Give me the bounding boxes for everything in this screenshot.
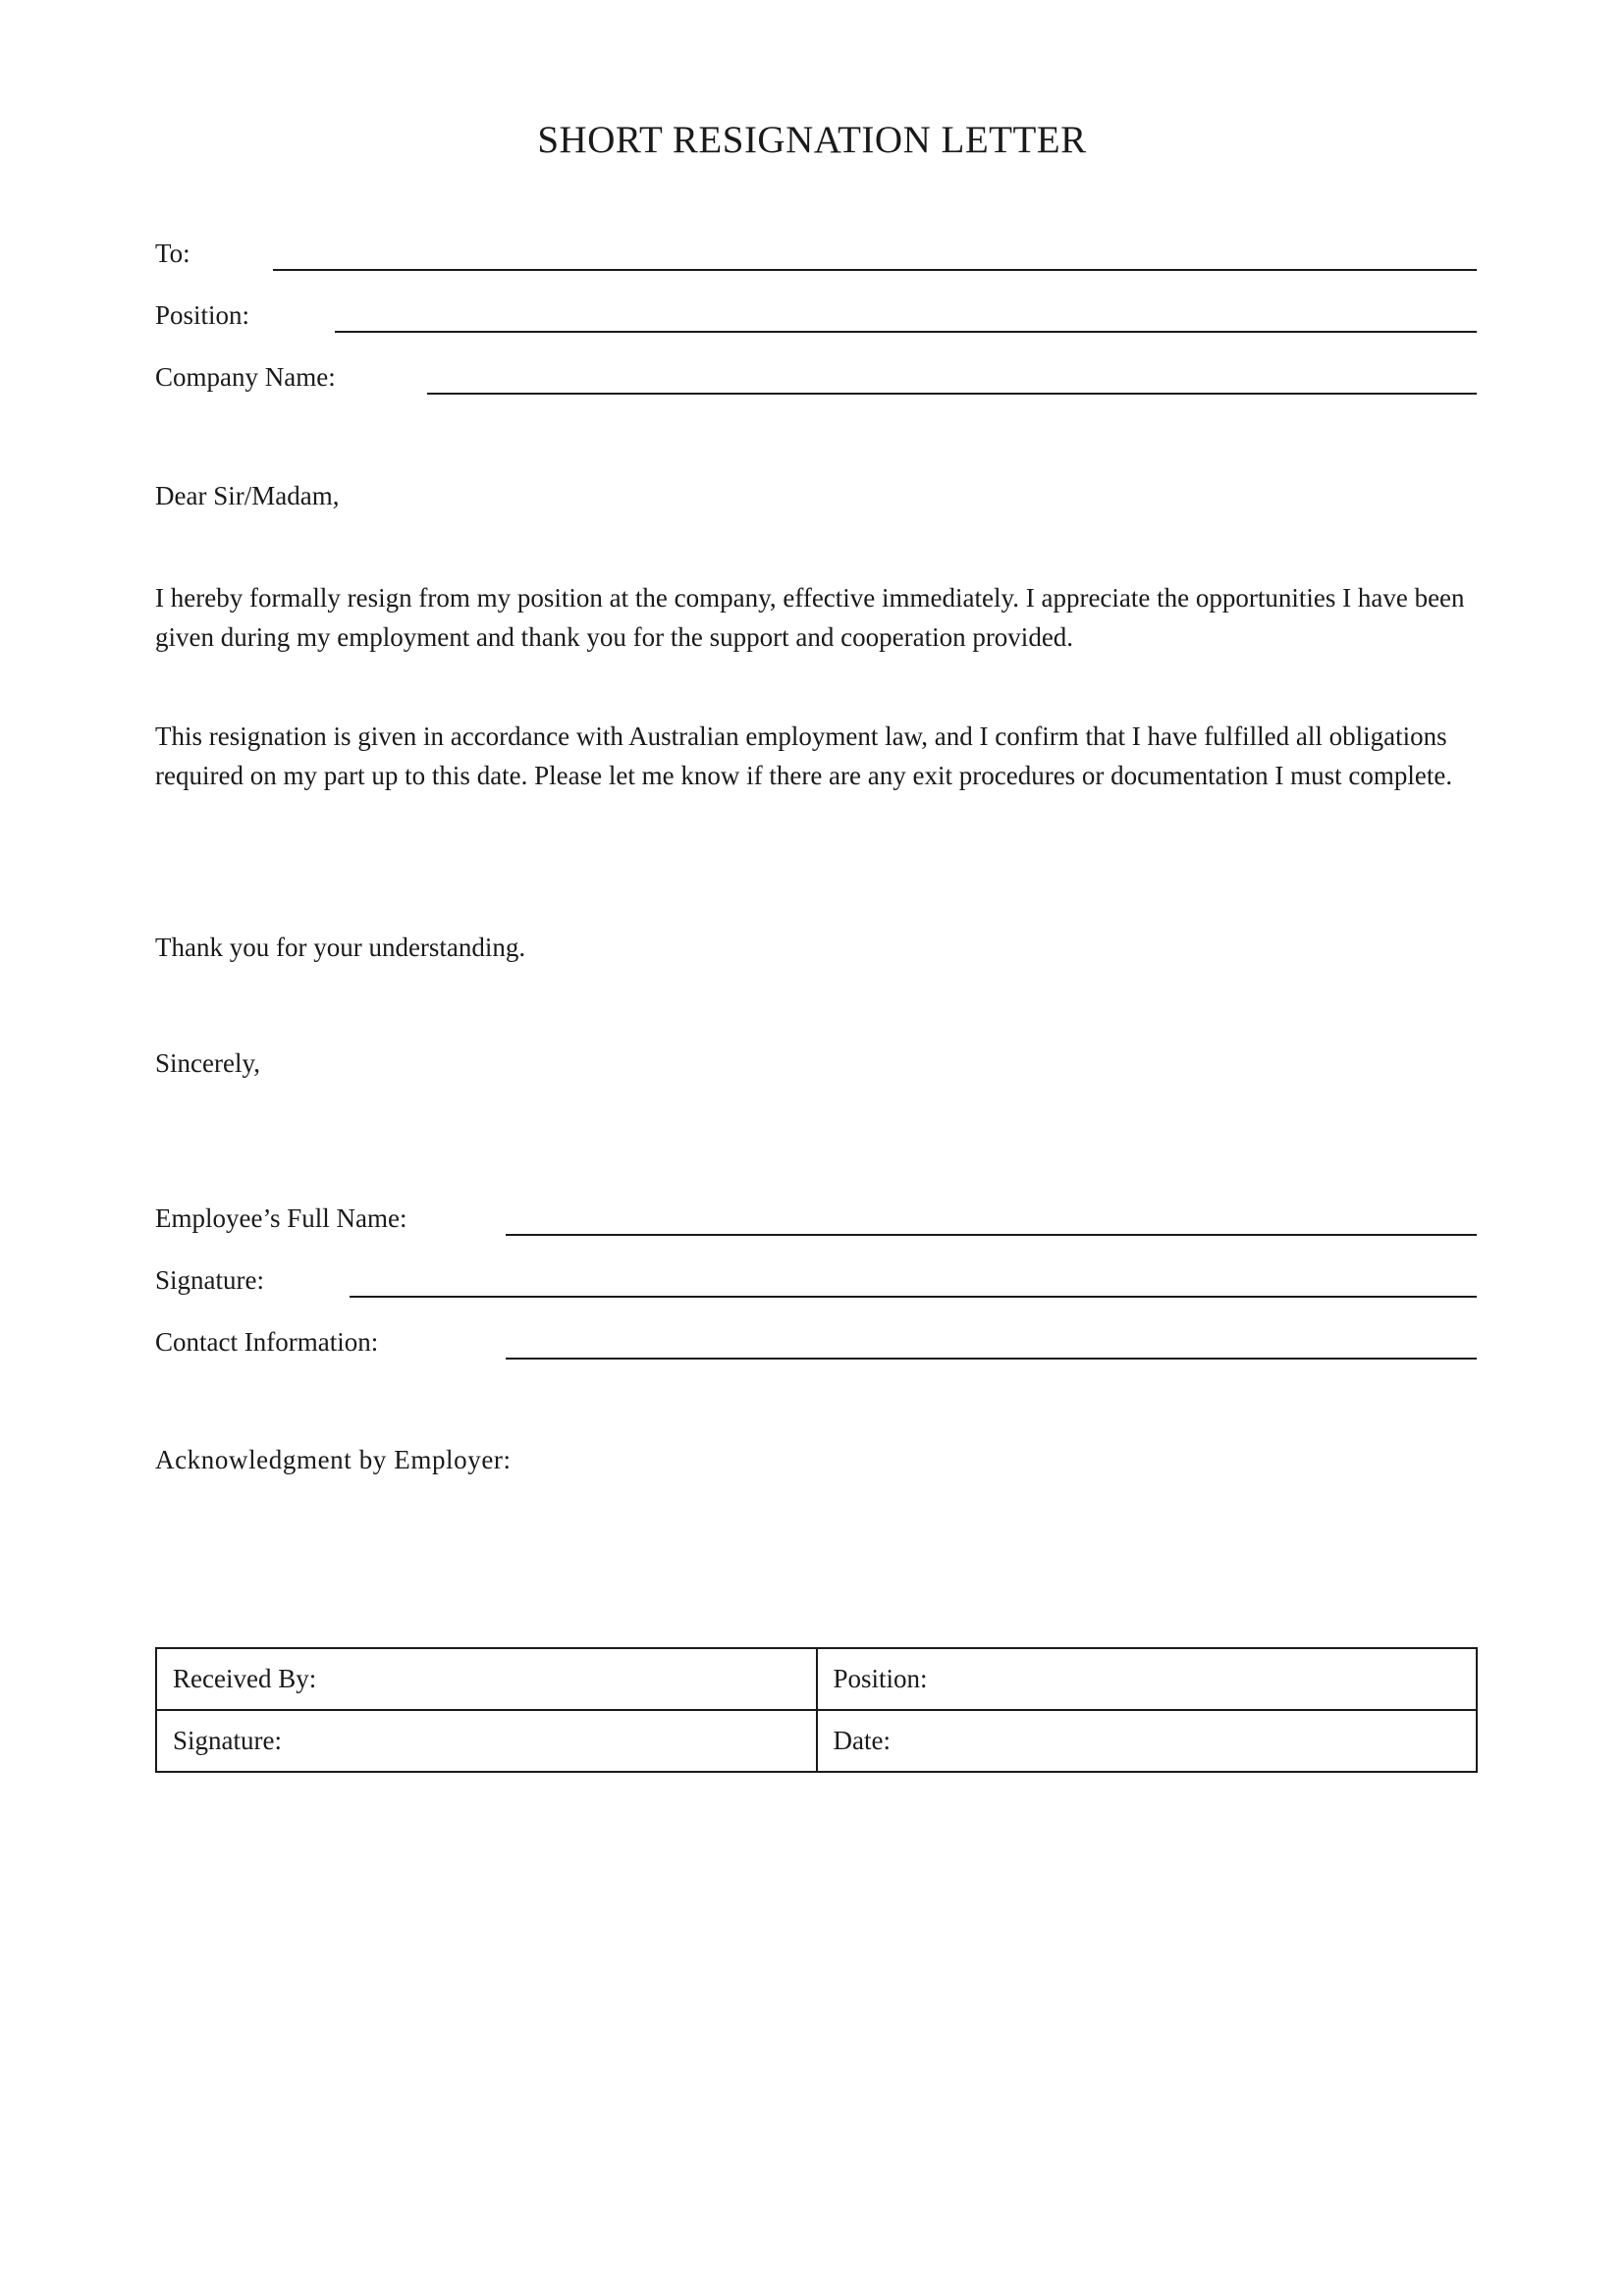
to-input-line[interactable] xyxy=(273,269,1477,271)
table-row xyxy=(156,1648,1477,1710)
signature-field xyxy=(155,1262,1477,1302)
employee-full-name-label: Employee’s Full Name: xyxy=(155,1203,407,1233)
signature-label: Signature: xyxy=(155,1265,264,1295)
position-label: Position: xyxy=(155,300,250,330)
body-paragraph-1: I hereby formally resign from my position at the company, effective immediately. I appreciate the opportunities I have been given during my employment and thank you for the support and cooperation provided. xyxy=(155,583,1465,652)
contact-information-label: Contact Information: xyxy=(155,1327,379,1357)
salutation: Dear Sir/Madam, xyxy=(155,481,340,510)
acknowledgment-heading: Acknowledgment by Employer: xyxy=(155,1445,512,1474)
table-row xyxy=(156,1710,1477,1772)
company-name-label: Company Name: xyxy=(155,362,336,392)
employer-position-cell[interactable]: Position: xyxy=(817,1648,1478,1710)
body-paragraph-2: This resignation is given in accordance with Australian employment law, and I confirm that I have fulfilled all obligations required on my part up to this date. Please let me know if there are any exit procedures or documentation I must complete. xyxy=(155,721,1453,790)
company-name-field xyxy=(155,359,1477,399)
company-name-input-line[interactable] xyxy=(427,393,1477,395)
date-cell[interactable]: Date: xyxy=(817,1710,1478,1772)
to-field xyxy=(155,236,1477,275)
employee-full-name-field xyxy=(155,1201,1477,1240)
employer-signature-cell[interactable]: Signature: xyxy=(156,1710,817,1772)
position-input-line[interactable] xyxy=(335,331,1477,333)
contact-information-field xyxy=(155,1324,1477,1363)
acknowledgment-table xyxy=(155,1647,1478,1773)
employee-full-name-input-line[interactable] xyxy=(506,1234,1477,1236)
position-field xyxy=(155,297,1477,337)
received-by-cell[interactable]: Received By: xyxy=(156,1648,817,1710)
to-label: To: xyxy=(155,239,190,268)
contact-information-input-line[interactable] xyxy=(506,1358,1477,1360)
page-title: SHORT RESIGNATION LETTER xyxy=(537,119,1087,161)
signature-input-line[interactable] xyxy=(350,1296,1477,1298)
closing-line: Sincerely, xyxy=(155,1048,260,1078)
thanks-line: Thank you for your understanding. xyxy=(155,933,526,962)
